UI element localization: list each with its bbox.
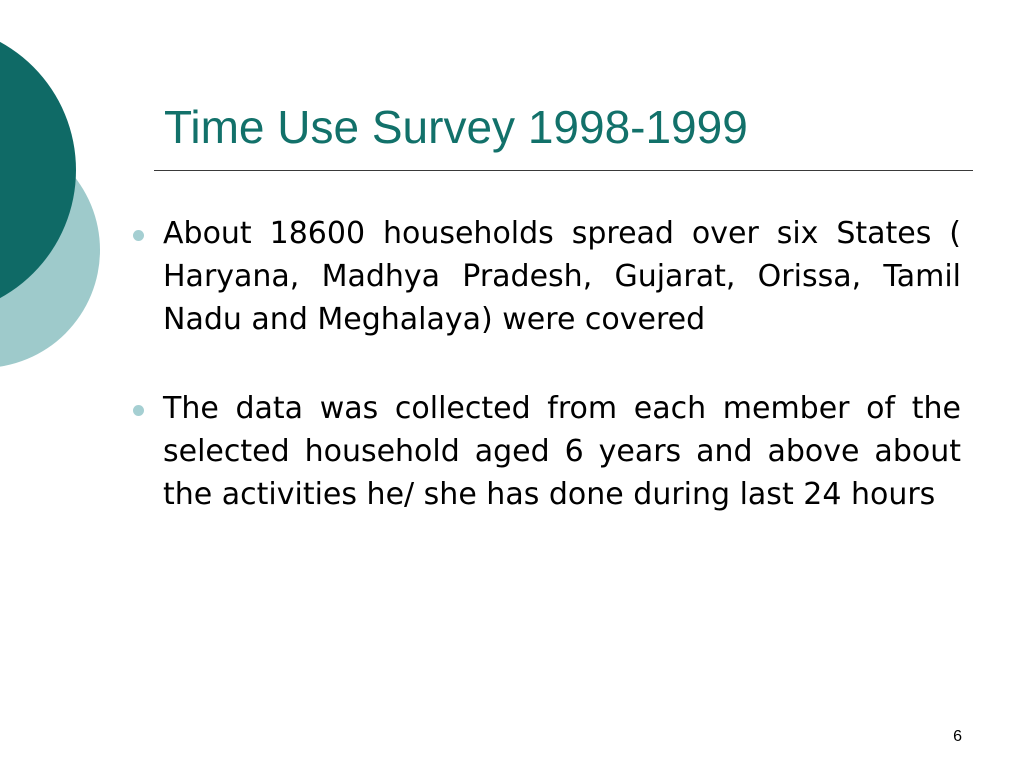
decorative-circles [0, 0, 120, 420]
bullet-text: The data was collected from each member of the selected household aged 6 years and above about the activities he/ she has done during last 24 hours [163, 391, 961, 512]
title-divider [154, 170, 973, 171]
bullet-dot-icon [133, 230, 144, 241]
page-number: 6 [953, 728, 962, 745]
bullet-text: About 18600 households spread over six States ( Haryana, Madhya Pradesh, Gujarat, Orissa, Tamil Nadu and Meghalaya) were covered [163, 216, 961, 337]
slide-title: Time Use Survey 1998-1999 [164, 101, 748, 153]
bullet-list [163, 212, 961, 562]
bullet-item [163, 212, 961, 341]
bullet-dot-icon [133, 405, 144, 416]
bullet-item [163, 387, 961, 516]
